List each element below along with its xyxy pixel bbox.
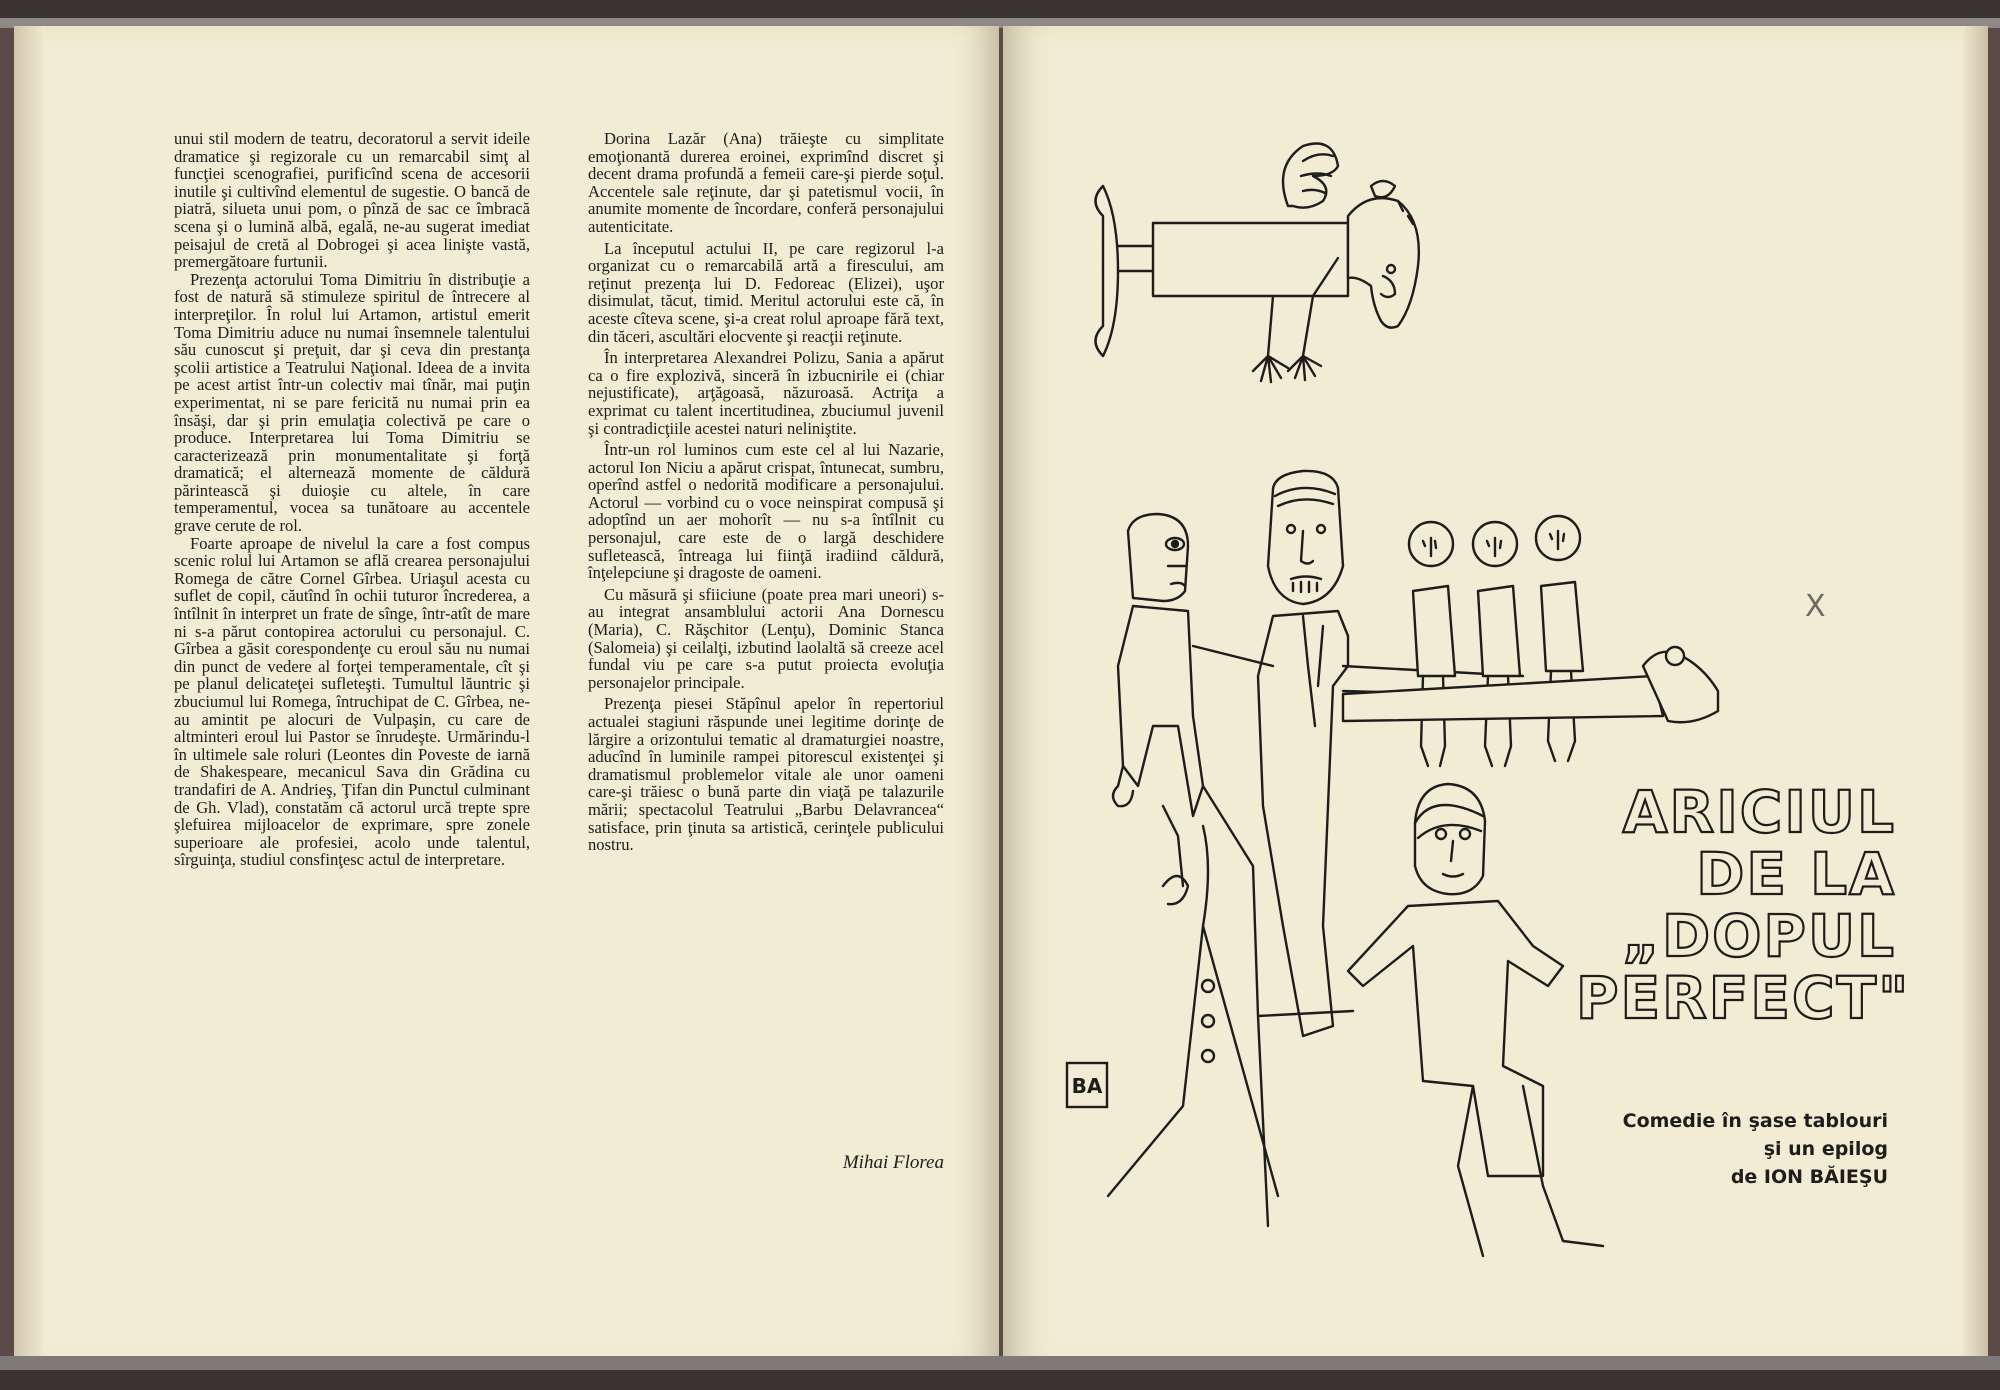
subtitle-line: de ION BĂIEŞU <box>1730 1166 1888 1188</box>
svg-text:BA: BA <box>1071 1074 1103 1098</box>
subtitle-line: şi un epilog <box>1763 1138 1888 1160</box>
title-line: DE LA <box>1696 840 1896 908</box>
paragraph: Cu măsură şi sfiiciune (poate prea mari uneori) s-au integrat ansamblului actorii Ana Dornescu (Maria), C. Răşchitor (Lenţu), Dominic Stanca (Salomeia) şi ceilalţi, izbutind laolaltă să creeze acel fundal viu pe care s-a putut proiecta evoluţia personajelor principale. <box>588 584 944 692</box>
artist-monogram-icon <box>1065 1061 1109 1109</box>
subtitle-line: Comedie în şase tablouri <box>1622 1110 1888 1132</box>
paragraph: Prezenţa actorului Toma Dimitriu în distribuţie a fost de natură să stimuleze spiritul de întrecere al interpreţilor. În rolul lui Artamon, artistul emerit Toma Dimitriu aduce nu numai însemnele talentului său cunoscut şi preţuit, dar şi ceva din prestanţa şcolii artistice a Teatrului Naţional. Ideea de a invita pe acest artist într-un colectiv mai tînăr, mai puţin experimentat, ni se pare fericită nu numai prin ea însăşi, dar şi prin emulaţia colectivă pe care o produce. Interpretarea lui Toma Dimitriu se caracterizează prin monumentalitate şi forţă dramatică; el alternează momente de căldură părintească şi duioşie cu altele, în care temperamentul, vocea sa tunătoare au accentele grave cerute de rol. <box>174 269 530 536</box>
paragraph: Într-un rol luminos cum este cel al lui Nazarie, actorul Ion Niciu a apărut crispat, întunecat, sumbru, operînd astfel o nedorită modificare a personajului. Actorul — vorbind cu o voce neinspirat compusă şi adoptînd un aer mohorît — nu s-a întîlnit cu personajul, care este de o largă deschidere sufletească, întreaga lui fiinţă iradiind căldură, înţelepciune şi dragoste de oameni. <box>588 440 944 583</box>
paragraph: Dorina Lazăr (Ana) trăieşte cu simplitate emoţionantă durerea eroinei, exprimînd discret şi decent drama profundă a femeii care-şi pierde soţul. Accentele sale reţinute, dar şi patetismul vocii, în anumite momente de încordare, conferă personajului autenticitate. <box>588 129 944 236</box>
article-column-1 <box>174 130 530 869</box>
author-signature: Mihai Florea <box>842 1152 944 1173</box>
paragraph: Foarte aproape de nivelul la care a fost compus scenic rolul lui Artamon se află crearea personajului Romega de către Cornel Gîrbea. Uriaşul acesta cu suflet de copil, căutînd în ochii tuturor încrederea, a întîlnit în interpret un frate de sînge, într-atît de mare ni s-a părut contopirea actorului cu personajul. C. Gîrbea a găsit corespondenţe cu eroul său nu numai din punct de vedere al forţei temperamentale, cît şi pe planul delicateţei sufleteşti. Tumultul lăuntric şi zbuciumul lui Romega, întruchipat de C. Gîrbea, ne-au amintit pe alocuri de Vulpaşin, cu care de altminteri eroul lui Pastor se înrudeşte. Urmărindu-l în ultimele sale roluri (Leontes din Poveste de iarnă de Shakespeare, mecanicul Sava din Grădina cu trandafiri de A. Andrieş, Ţifan din Punctul culminant de Gh. Vlad), constatăm că actorul urcă trepte spre şlefuirea mijloacelor de exprimare, spre zonele superioare ale profesiei, acolo unde talentul, sîrguinţa, studiul consfinţesc actul de interpretare. <box>174 533 530 870</box>
right-page <box>1003 26 1988 1364</box>
paragraph: În interpretarea Alexandrei Polizu, Sania a apărut ca o fire explozivă, sinceră în izbucnirile ei (chiar nejustificate), arţăgoasă, năzuroasă. Actriţa a exprimat cu talent incertitudinea, zbuciumul juvenil şi contradicţiile acestei naturi neliniştite. <box>588 348 944 438</box>
left-page <box>14 26 999 1364</box>
play-subtitle <box>1603 1107 1888 1191</box>
paragraph: Prezenţa piesei Stăpînul apelor în repertoriul actualei stagiuni răspunde unei legitime dorinţe de lărgire a orizontului tematic al dramaturgiei noastre, aducînd în luminile rampei pitorescul existenţei şi dramatismul problemelor vitale ale unor oameni care-şi trăiesc o bună parte din viaţă pe talazurile mării; spectacolul Teatrului „Barbu Delavrancea“ satisface, prin ţinuta sa artistică, cerinţele publicului nostru. <box>588 694 944 855</box>
title-line: ARICIUL <box>1622 778 1896 846</box>
three-puppets-figure <box>1343 516 1718 766</box>
flying-angel-figure <box>1096 144 1419 383</box>
faint-header-ghost <box>1353 158 1933 177</box>
article-column-2 <box>588 130 944 854</box>
open-book <box>0 18 2000 1370</box>
seated-woman-figure <box>1203 784 1603 1256</box>
title-line: „DOPUL <box>1621 902 1896 970</box>
paragraph: La începutul actului II, pe care regizorul l-a organizat cu o remarcabilă artă a firescului, am reţinut prezenţa lui D. Fedoreac (Elizei), uşor disimulat, tăcut, timid. Meritul actorului este că, în aceste cîteva scene, şi-a creat rolul aproape fără text, din tăceri, ascultări elocvente şi reacţii reţinute. <box>588 238 944 346</box>
boy-puppet-figure <box>1113 514 1273 886</box>
play-title <box>1576 778 1911 1032</box>
title-line: PERFECT" <box>1576 964 1911 1032</box>
margin-x-mark: X <box>1805 589 1826 624</box>
paragraph: unui stil modern de teatru, decoratorul a servit ideile dramatice şi regizorale cu un remarcabil simţ al funcţiei scenografiei, purificînd scena de accesorii inutile şi cultivînd elementul de sugestie. O bancă de piatră, silueta unui pom, o pînză de sac ce îmbracă scena şi o lumină albă, egală, ne-au sugerat imediat peisajul de cretă al Dobrogei şi acea linişte vastă, premergătoare furtunii. <box>174 129 530 272</box>
